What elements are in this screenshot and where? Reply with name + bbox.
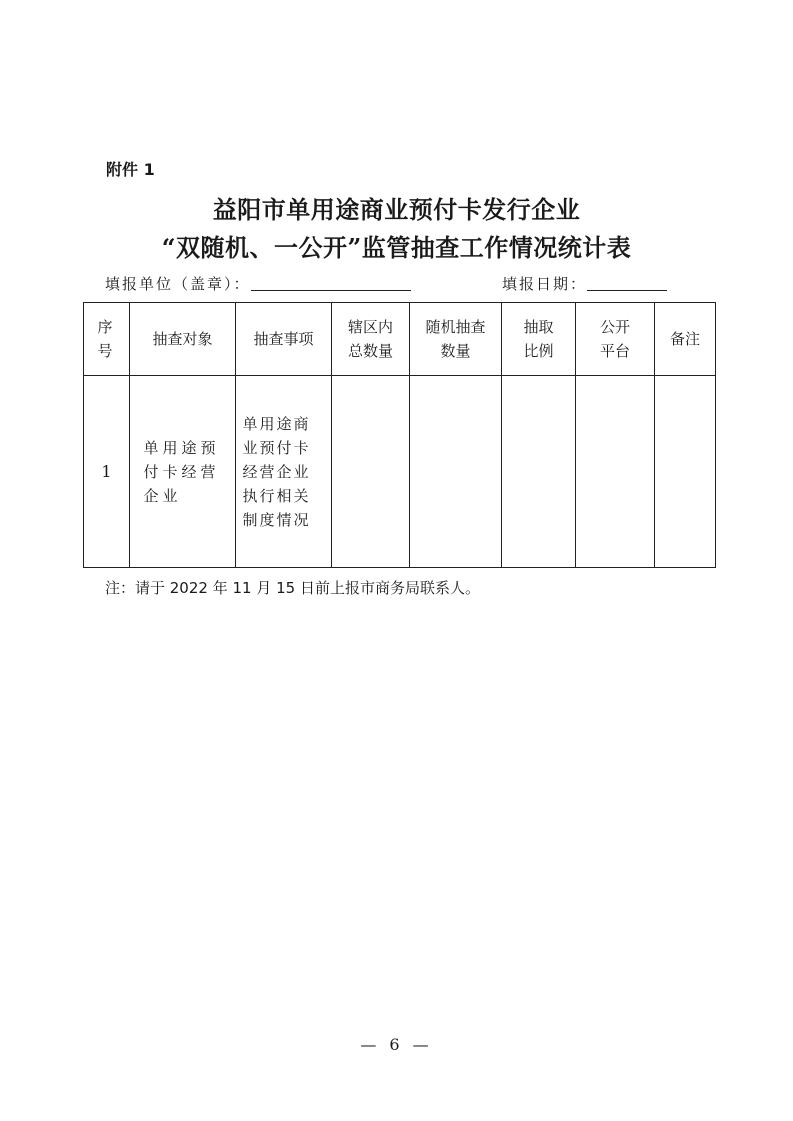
fill-unit-blank — [251, 276, 411, 291]
table-header-row — [84, 303, 716, 376]
header-ratio — [502, 303, 576, 376]
header-platform-line2: 平台 — [599, 342, 630, 360]
header-ratio-line2: 比例 — [523, 342, 554, 360]
document-title-line1: 益阳市单用途商业预付卡发行企业 — [212, 195, 581, 224]
header-total — [332, 303, 410, 376]
cell-random — [410, 376, 502, 568]
cell-ratio — [502, 376, 576, 568]
header-item: 抽查事项 — [236, 303, 332, 376]
attachment-label: 附件 1 — [106, 160, 155, 179]
header-random-line1: 随机抽查 — [425, 318, 486, 336]
header-remark: 备注 — [655, 303, 716, 376]
fill-unit-label: 填报单位（盖章）： — [105, 275, 251, 293]
header-platform-line1: 公开 — [599, 318, 630, 336]
fill-unit-field — [105, 273, 411, 294]
cell-item: 单用途商业预付卡经营企业执行相关制度情况 — [236, 376, 332, 568]
header-random — [410, 303, 502, 376]
page-number: — 6 — — [360, 1035, 433, 1054]
statistics-table — [83, 302, 716, 568]
cell-seq: 1 — [84, 376, 130, 568]
cell-target: 单用途预付卡经营企业 — [130, 376, 236, 568]
fill-date-blank — [587, 276, 667, 291]
header-total-line1: 辖区内 — [347, 318, 393, 336]
header-seq: 序号 — [84, 303, 130, 376]
document-title-line2: “双随机、一公开”监管抽查工作情况统计表 — [161, 233, 632, 262]
cell-total — [332, 376, 410, 568]
header-ratio-line1: 抽取 — [523, 318, 554, 336]
table-row — [84, 376, 716, 568]
cell-platform — [576, 376, 655, 568]
header-random-line2: 数量 — [440, 342, 471, 360]
footnote: 注：请于 2022 年 11 月 15 日前上报市商务局联系人。 — [105, 579, 480, 597]
header-total-line2: 总数量 — [347, 342, 393, 360]
fill-date-field — [502, 273, 667, 294]
cell-remark — [655, 376, 716, 568]
fill-date-label: 填报日期： — [502, 275, 588, 293]
header-platform — [576, 303, 655, 376]
header-target: 抽查对象 — [130, 303, 236, 376]
